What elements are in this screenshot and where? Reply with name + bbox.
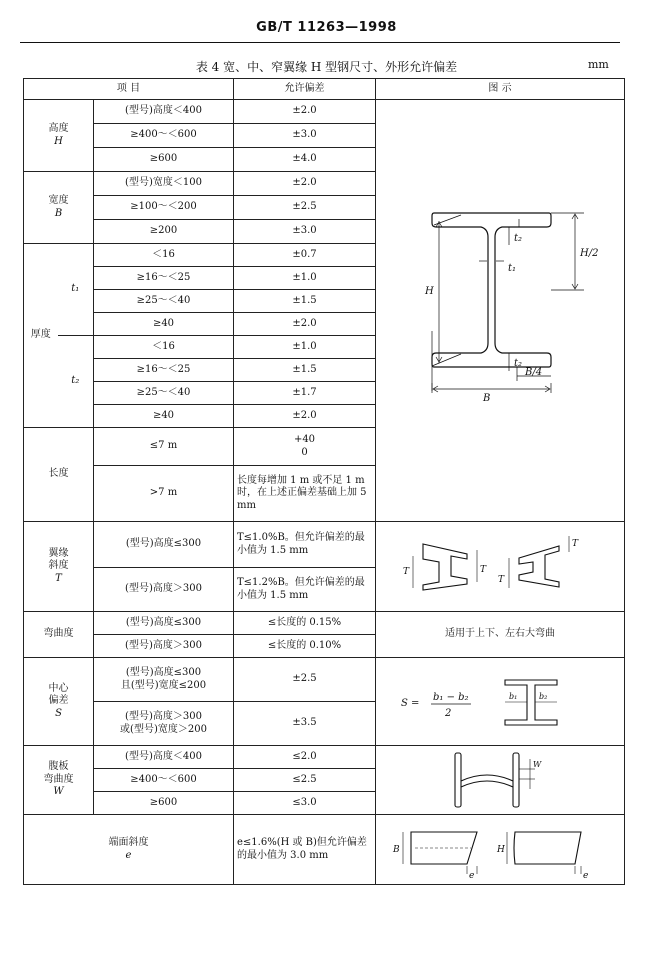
flange-tilt-symbol: T [55,572,62,584]
thickness-t2-symbol: t₂ [58,336,94,428]
width-tol-3: ±3.0 [234,220,376,244]
table-row [24,815,625,885]
width-cond-3: ≥200 [94,220,234,244]
end-slope-label: 端面斜度 [108,837,149,848]
fig-label-e-1: e [469,870,475,880]
flange-tilt-figure-cell [376,522,625,612]
center-cond-1a: (型号)高度≤300 [125,667,202,678]
length-label: 长度 [24,428,94,522]
t1-cond-4: ≥40 [94,313,234,336]
web-tol-2: ≤2.5 [234,769,376,792]
width-label-cell [24,172,94,244]
fig-label-e-2: e [583,870,589,880]
formula-lhs: S = [401,697,420,709]
h-section-figure-cell [376,100,625,522]
height-symbol: H [54,135,63,147]
t1-tol-3: ±1.5 [234,290,376,313]
height-cond-1: (型号)高度＜400 [94,100,234,124]
web-cond-1: (型号)高度＜400 [94,746,234,769]
t1-tol-2: ±1.0 [234,267,376,290]
table-row [24,612,625,635]
center-label-cell [24,658,94,746]
formula-numerator: b₁ − b₂ [433,691,469,703]
col-figure: 图 示 [376,79,625,100]
bending-label: 弯曲度 [24,612,94,658]
end-slope-diagram [385,820,615,880]
height-cond-2: ≥400～＜600 [94,124,234,148]
width-tol-2: ±2.5 [234,196,376,220]
center-label-1: 中心 [48,682,69,694]
flange-tilt-label-cell [24,522,94,612]
end-slope-figure-cell [376,815,625,885]
height-tol-1: ±2.0 [234,100,376,124]
table-row [24,658,625,702]
bending-tol-1: ≤长度的 0.15% [234,612,376,635]
flange-tilt-label-2: 斜度 [48,560,69,572]
table-header-row [24,79,625,100]
web-tol-1: ≤2.0 [234,746,376,769]
height-tol-3: ±4.0 [234,148,376,172]
standard-header: GB/T 11263—1998 [256,20,397,35]
t1-cond-3: ≥25～＜40 [94,290,234,313]
fig-label-t-4: T [572,538,579,549]
thickness-t1-symbol: t₁ [58,244,94,336]
web-cond-3: ≥600 [94,792,234,815]
end-slope-symbol: e [125,849,132,861]
t1-tol-1: ±0.7 [234,244,376,267]
width-tol-1: ±2.0 [234,172,376,196]
web-label-1: 腹板 [48,761,69,773]
height-cond-3: ≥600 [94,148,234,172]
t2-cond-4: ≥40 [94,405,234,428]
center-cond-1b: 且(型号)宽度≤200 [120,679,207,691]
t2-tol-2: ±1.5 [234,359,376,382]
t1-tol-4: ±2.0 [234,313,376,336]
height-label: 高度 [48,123,69,134]
bending-tol-2: ≤长度的 0.10% [234,635,376,658]
center-tol-1: ±2.5 [234,658,376,702]
bending-cond-1: (型号)高度≤300 [94,612,234,635]
web-cond-2: ≥400～＜600 [94,769,234,792]
height-tol-2: ±3.0 [234,124,376,148]
table-row [24,746,625,769]
center-deviation-diagram [385,662,615,742]
fig-label-b-end: B [393,844,400,855]
center-cond-1 [94,658,234,702]
flange-tilt-diagram [385,524,615,610]
web-figure-cell [376,746,625,815]
t2-cond-3: ≥25～＜40 [94,382,234,405]
fig-label-t-2: T [480,564,487,575]
length-cond-1: ≤7 m [94,428,234,466]
web-symbol: W [53,786,64,798]
web-label-2: 弯曲度 [43,773,74,785]
col-item: 项 目 [24,79,234,100]
t2-cond-1: ＜16 [94,336,234,359]
flange-cond-1: (型号)高度≤300 [94,522,234,568]
header-rule [20,42,620,43]
tolerance-table [23,78,625,885]
flange-tol-2: T≤1.2%B。但允许偏差的最小值为 1.5 mm [234,568,376,612]
unit-label: mm [588,58,609,71]
fig-label-h-end: H [497,844,505,855]
bending-note: 适用于上下、左右大弯曲 [376,612,625,658]
length-cond-2: >7 m [94,466,234,522]
t1-cond-2: ≥16～＜25 [94,267,234,290]
bending-cond-2: (型号)高度＞300 [94,635,234,658]
formula-denominator: 2 [445,707,452,719]
t2-cond-2: ≥16～＜25 [94,359,234,382]
col-tolerance: 允许偏差 [234,79,376,100]
width-label: 宽度 [48,195,69,206]
t1-cond-1: ＜16 [94,244,234,267]
length-tol-1-top: +40 [293,434,316,445]
web-label-cell [24,746,94,815]
center-label-2: 偏差 [48,695,69,707]
center-cond-2a: (型号)高度＞300 [125,711,202,722]
fig-label-b1: b₁ [509,691,518,701]
end-slope-label-cell [24,815,234,885]
center-symbol: S [55,707,62,719]
web-tol-3: ≤3.0 [234,792,376,815]
width-cond-1: (型号)宽度＜100 [94,172,234,196]
fig-label-b4: B/4 [525,366,543,378]
table-row [24,100,625,124]
t2-tol-4: ±2.0 [234,405,376,428]
fig-label-t-3: T [498,574,505,585]
flange-tol-1: T≤1.0%B。但允许偏差的最小值为 1.5 mm [234,522,376,568]
fig-label-t-1: T [403,566,410,577]
web-bending-diagram [385,747,615,813]
fig-label-t1: t₁ [508,262,517,274]
length-tol-1 [234,428,376,466]
center-tol-2: ±3.5 [234,702,376,746]
center-cond-2b: 或(型号)宽度＞200 [120,723,207,735]
width-symbol: B [54,207,63,219]
fig-label-h2: H/2 [580,247,599,259]
table-caption: 表 4 宽、中、窄翼缘 H 型钢尺寸、外形允许偏差 [195,60,458,74]
fig-label-b: B [483,392,491,404]
thickness-label: 厚度 [24,244,58,428]
end-slope-tol: e≤1.6%(H 或 B)但允许偏差的最小值为 3.0 mm [234,815,376,885]
length-tol-2: 长度每增加 1 m 或不足 1 m 时，在上述正偏差基础上加 5 mm [234,466,376,522]
t2-tol-3: ±1.7 [234,382,376,405]
length-tol-1-bottom: 0 [301,446,308,458]
width-cond-2: ≥100～＜200 [94,196,234,220]
h-section-diagram [379,161,624,461]
fig-label-h: H [425,285,434,297]
fig-label-w: W [533,760,542,769]
fig-label-t2-top: t₂ [514,232,523,244]
table-row [24,522,625,568]
t2-tol-1: ±1.0 [234,336,376,359]
center-figure-cell [376,658,625,746]
fig-label-t2-bottom: t₂ [514,357,523,369]
flange-tilt-label-1: 翼缘 [48,547,69,559]
fig-label-b2: b₂ [539,691,548,701]
center-cond-2 [94,702,234,746]
height-label-cell [24,100,94,172]
flange-cond-2: (型号)高度＞300 [94,568,234,612]
